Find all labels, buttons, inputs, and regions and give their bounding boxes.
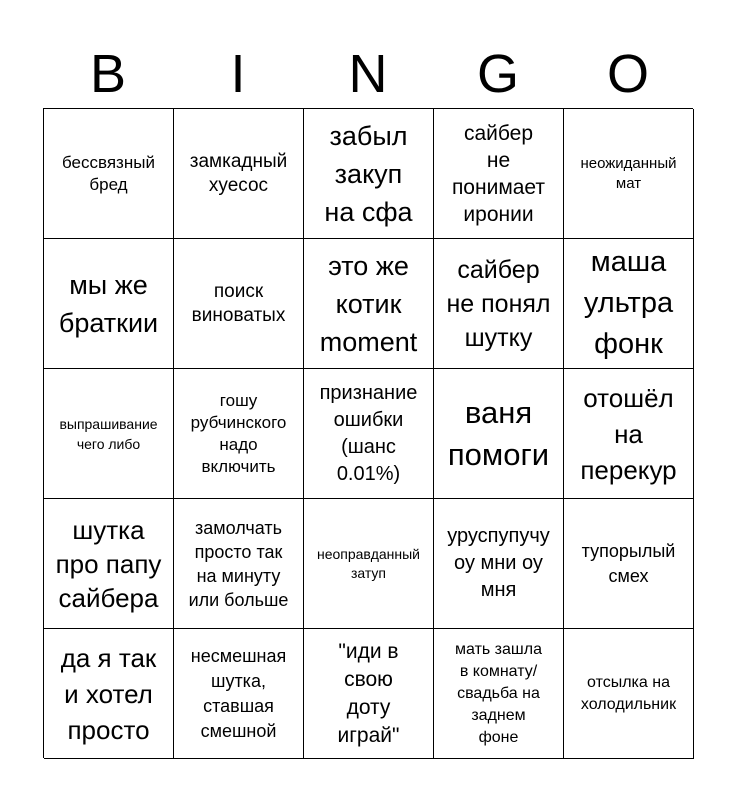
bingo-cell-r3c3[interactable]: [304, 369, 434, 499]
bingo-cell-r5c4[interactable]: [434, 629, 564, 759]
bingo-cell-r4c5[interactable]: [564, 499, 694, 629]
bingo-cell-r1c1[interactable]: [44, 109, 174, 239]
cell-label: отсылка на холодильник: [580, 673, 677, 713]
cell-label: мать зашла в комнату/ свадьба на заднем фоне: [455, 640, 542, 746]
cell-label: тупорылый смех: [581, 540, 676, 586]
bingo-cell-r2c2[interactable]: [174, 239, 304, 369]
cell-label: сайбер не понял шутку: [446, 255, 551, 352]
cell-label: несмешная шутка, ставшая смешной: [190, 645, 287, 741]
cell-label: отошёл на перекур: [580, 382, 677, 485]
bingo-cell-r1c2[interactable]: [174, 109, 304, 239]
cell-label: это же котик moment: [319, 250, 418, 357]
cell-label: шутка про папу сайбера: [55, 514, 162, 613]
cell-label: да я так и хотел просто: [60, 642, 157, 745]
cell-label: гошу рубчинского надо включить: [190, 390, 287, 476]
header-letter-n: N: [348, 44, 388, 104]
bingo-cell-r5c1[interactable]: [44, 629, 174, 759]
bingo-cell-r3c2[interactable]: [174, 369, 304, 499]
cell-label: бессвязный бред: [62, 152, 155, 194]
cell-label: "иди в свою доту играй": [337, 639, 400, 747]
cell-label: замолчать просто так на минуту или больше: [188, 517, 289, 610]
cell-label: мы же браткии: [58, 269, 159, 338]
cell-label: признание ошибки (шанс 0.01%): [319, 381, 418, 485]
bingo-cell-r2c5[interactable]: [564, 239, 694, 369]
cell-label: неоправданный затуп: [316, 545, 421, 581]
bingo-cell-r1c4[interactable]: [434, 109, 564, 239]
bingo-cell-r2c3[interactable]: [304, 239, 434, 369]
bingo-cell-r4c4[interactable]: [434, 499, 564, 629]
bingo-cell-r1c5[interactable]: [564, 109, 694, 239]
cell-label: сайбер не понимает иронии: [451, 121, 546, 226]
bingo-cell-r5c5[interactable]: [564, 629, 694, 759]
cell-label: выпрашивание чего либо: [59, 415, 158, 452]
cell-label: неожиданный мат: [580, 154, 677, 192]
cell-label: забыл закуп на сфа: [324, 120, 413, 227]
bingo-cell-r4c1[interactable]: [44, 499, 174, 629]
bingo-cell-r2c1[interactable]: [44, 239, 174, 369]
bingo-header: [43, 40, 693, 108]
bingo-cell-r3c4[interactable]: [434, 369, 564, 499]
bingo-cell-r3c1[interactable]: [44, 369, 174, 499]
bingo-cell-r4c2[interactable]: [174, 499, 304, 629]
cell-label: ваня помоги: [447, 394, 550, 472]
bingo-cell-r4c3[interactable]: [304, 499, 434, 629]
header-letter-i: I: [230, 44, 246, 104]
header-letter-b: B: [89, 44, 127, 104]
bingo-cell-r5c3[interactable]: [304, 629, 434, 759]
cell-label: маша ультра фонк: [583, 246, 674, 360]
cell-label: замкадный хуесос: [189, 150, 288, 196]
header-letter-g: G: [476, 44, 519, 104]
cell-label: поиск виноватых: [191, 280, 286, 326]
bingo-cell-r2c4[interactable]: [434, 239, 564, 369]
bingo-cell-r1c3[interactable]: [304, 109, 434, 239]
bingo-board: [43, 108, 693, 758]
header-letter-o: O: [606, 44, 649, 104]
bingo-cell-r3c5[interactable]: [564, 369, 694, 499]
bingo-cell-r5c2[interactable]: [174, 629, 304, 759]
cell-label: уруспупучу оу мни оу мня: [447, 525, 550, 601]
